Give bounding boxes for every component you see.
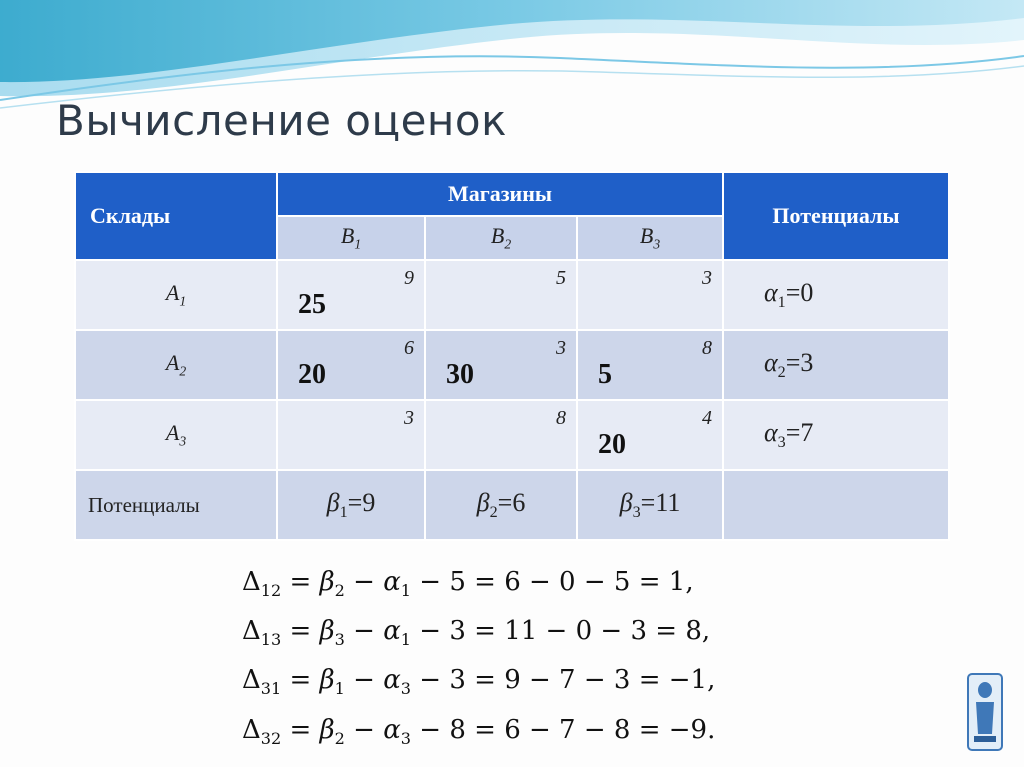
cost: 3 xyxy=(556,337,566,359)
potential-alpha2: $\alpha_2=3$ xyxy=(723,330,949,400)
header-stores: Магазины xyxy=(277,172,723,216)
cost: 6 xyxy=(404,337,414,359)
header-store-b3: $B_3$ xyxy=(577,216,723,260)
header-warehouses: Склады xyxy=(75,172,277,260)
cost: 3 xyxy=(702,267,712,289)
table-row-a3 xyxy=(75,400,949,470)
allocation: 20 xyxy=(598,429,626,460)
cost: 8 xyxy=(702,337,712,359)
transport-table xyxy=(74,171,950,541)
cost: 4 xyxy=(702,407,712,429)
table-row-a2 xyxy=(75,330,949,400)
table-row-potentials xyxy=(75,470,949,540)
cell-a2-b1 xyxy=(277,330,425,400)
cell-a3-b1 xyxy=(277,400,425,470)
cell-a2-b3 xyxy=(577,330,723,400)
cost: 5 xyxy=(556,267,566,289)
potential-beta1: $\beta_1=9$ xyxy=(277,470,425,540)
evaluation-formulas xyxy=(242,562,802,759)
allocation: 30 xyxy=(446,359,474,390)
potential-alpha1: $\alpha_1=0$ xyxy=(723,260,949,330)
row-label-a2: $A_2$ xyxy=(75,330,277,400)
potential-beta2: $\beta_2=6$ xyxy=(425,470,577,540)
university-logo-icon xyxy=(966,672,1004,752)
formula-delta-32: $\Delta_{32} = \beta_2 - \alpha_3 - 8 = 6 - 7 - 8 = -9$. xyxy=(242,714,716,748)
formula-delta-12: $\Delta_{12} = \beta_2 - \alpha_1 - 5 = 6 - 0 - 5 = 1$, xyxy=(242,567,694,601)
cost: 3 xyxy=(404,407,414,429)
header-store-b1: $B_1$ xyxy=(277,216,425,260)
cell-a1-b2 xyxy=(425,260,577,330)
cell-a2-b2 xyxy=(425,330,577,400)
row-label-a3: $A_3$ xyxy=(75,400,277,470)
cost: 8 xyxy=(556,407,566,429)
cell-a1-b1 xyxy=(277,260,425,330)
footer-empty-cell xyxy=(723,470,949,540)
cell-a3-b2 xyxy=(425,400,577,470)
cost: 9 xyxy=(404,267,414,289)
formula-delta-31: $\Delta_{31} = \beta_1 - \alpha_3 - 3 = 9 - 7 - 3 = -1$, xyxy=(242,665,716,699)
footer-potentials-label: Потенциалы xyxy=(75,470,277,540)
cell-a1-b3 xyxy=(577,260,723,330)
header-store-b2: $B_2$ xyxy=(425,216,577,260)
header-potentials: Потенциалы xyxy=(723,172,949,260)
formula-delta-13: $\Delta_{13} = \beta_3 - \alpha_1 - 3 = 11 - 0 - 3 = 8$, xyxy=(242,616,711,650)
potential-alpha3: $\alpha_3=7$ xyxy=(723,400,949,470)
row-label-a1: $A_1$ xyxy=(75,260,277,330)
cell-a3-b3 xyxy=(577,400,723,470)
table-row-a1 xyxy=(75,260,949,330)
allocation: 20 xyxy=(298,359,326,390)
allocation: 5 xyxy=(598,359,612,390)
allocation: 25 xyxy=(298,289,326,320)
potential-beta3: $\beta_3=11$ xyxy=(577,470,723,540)
page-title: Вычисление оценок xyxy=(56,96,507,145)
